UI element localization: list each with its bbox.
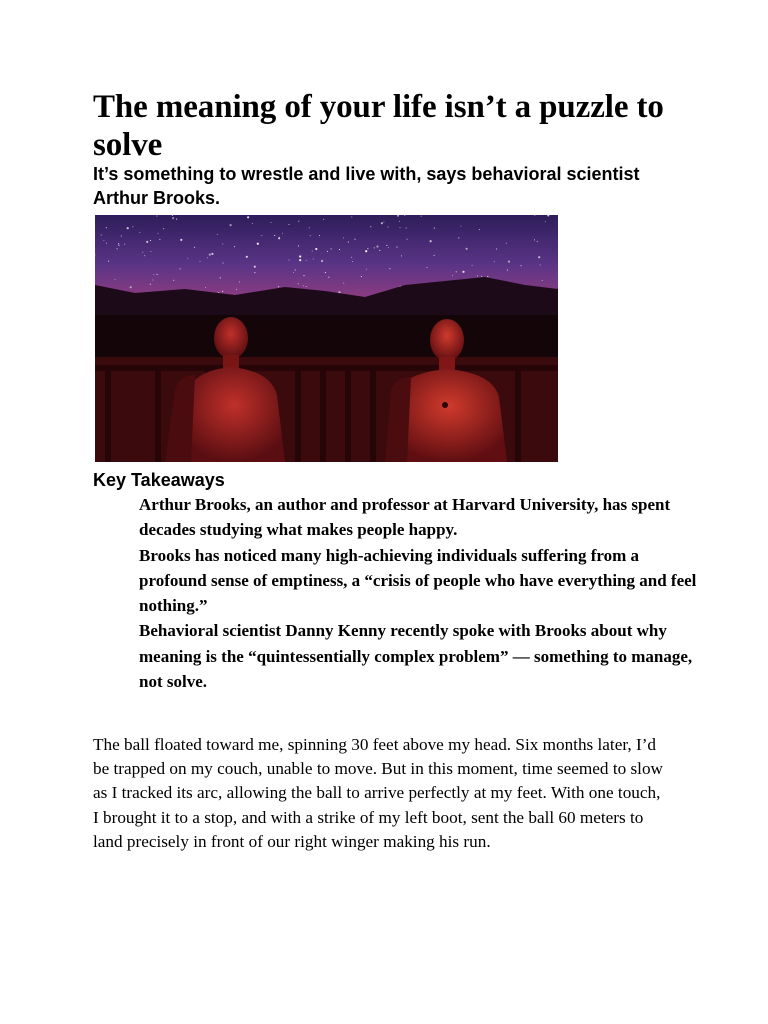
- star: [289, 260, 290, 261]
- star: [156, 215, 157, 216]
- star: [537, 241, 538, 242]
- star: [150, 251, 151, 252]
- star: [396, 247, 397, 248]
- star: [426, 267, 427, 268]
- star: [306, 260, 307, 261]
- star: [319, 235, 320, 236]
- star: [288, 224, 289, 225]
- star: [222, 243, 223, 244]
- takeaway-item: Behavioral scientist Danny Kenny recently spoke with Brooks about why meaning is the “quintessentially complex problem” — something to manage, not solve.: [139, 621, 693, 692]
- star: [506, 243, 507, 244]
- star: [351, 257, 352, 258]
- star: [118, 245, 119, 246]
- star: [299, 259, 301, 261]
- star: [479, 229, 480, 230]
- star: [180, 239, 182, 241]
- star: [352, 261, 353, 262]
- star: [303, 285, 304, 286]
- star: [462, 271, 464, 273]
- star: [466, 248, 468, 250]
- star: [124, 244, 125, 245]
- star: [315, 248, 317, 250]
- star: [172, 217, 174, 219]
- star: [150, 284, 151, 285]
- star: [252, 223, 253, 224]
- star: [257, 243, 259, 245]
- body-paragraph: The ball floated toward me, spinning 30 feet above my head. Six months later, I’d be trapped on my couch, unable to move. But in this moment, time seemed to slow as I tracked its arc, allowing the ball to arrive perfectly at my feet. With one touch, I brought it to a stop, and with a strike of my left boot, sent the ball 60 meters to land precisely in front of our right winger making his run.: [93, 735, 663, 851]
- takeaway-item: Brooks has noticed many high-achieving individuals suffering from a profound sense of emptiness, a “crisis of people who have everything and feel nothing.”: [139, 545, 697, 616]
- star: [494, 261, 495, 262]
- key-takeaways-list: [139, 492, 699, 694]
- star: [323, 219, 324, 220]
- star: [236, 289, 237, 290]
- star: [331, 248, 332, 249]
- star: [278, 286, 279, 287]
- star: [239, 281, 240, 282]
- star: [306, 286, 307, 287]
- star: [152, 279, 153, 280]
- star: [376, 245, 378, 247]
- star: [159, 239, 160, 240]
- star: [366, 269, 367, 270]
- star: [325, 272, 326, 273]
- star: [298, 245, 299, 246]
- star: [222, 291, 223, 292]
- star: [298, 221, 299, 222]
- star: [220, 277, 221, 278]
- star: [194, 247, 195, 248]
- star: [153, 274, 154, 275]
- star: [348, 242, 349, 243]
- star: [388, 247, 389, 248]
- star: [298, 283, 299, 284]
- key-takeaways-heading: Key Takeaways: [93, 470, 225, 490]
- star: [101, 235, 102, 236]
- star: [434, 255, 435, 256]
- star: [173, 280, 174, 281]
- star: [157, 233, 158, 234]
- star: [247, 216, 249, 218]
- star: [327, 251, 328, 252]
- star: [542, 280, 543, 281]
- star: [142, 252, 143, 253]
- star: [381, 222, 383, 224]
- star: [521, 265, 522, 266]
- star: [299, 255, 301, 257]
- star: [144, 255, 145, 256]
- star: [399, 227, 400, 228]
- star: [339, 249, 340, 250]
- star: [472, 265, 473, 266]
- star: [207, 257, 208, 258]
- star: [106, 243, 107, 244]
- star: [150, 240, 151, 241]
- star: [282, 233, 283, 234]
- star: [534, 239, 535, 240]
- star: [230, 224, 232, 226]
- star: [460, 226, 461, 227]
- star: [246, 256, 248, 258]
- star: [387, 226, 388, 227]
- star: [199, 261, 200, 262]
- hero-image: [95, 215, 558, 462]
- star: [399, 221, 400, 222]
- star: [103, 240, 104, 241]
- star: [458, 237, 459, 238]
- star: [540, 264, 541, 265]
- star: [351, 216, 352, 217]
- star: [456, 271, 457, 272]
- star: [108, 261, 109, 262]
- star: [383, 222, 384, 223]
- star: [312, 251, 313, 252]
- takeaway-item: Arthur Brooks, an author and professor at Harvard University, has spent decades studying what makes people happy.: [139, 495, 671, 540]
- star: [365, 250, 367, 252]
- star: [217, 234, 218, 235]
- star: [146, 241, 148, 243]
- star: [545, 221, 546, 222]
- star: [209, 254, 211, 256]
- star: [354, 239, 355, 240]
- star: [434, 228, 435, 229]
- star: [117, 248, 118, 249]
- star: [254, 266, 256, 268]
- star: [310, 235, 311, 236]
- star: [157, 274, 158, 275]
- star: [313, 258, 314, 259]
- star: [295, 269, 296, 270]
- star: [477, 275, 478, 276]
- star: [407, 239, 408, 240]
- star: [261, 235, 262, 236]
- star: [279, 237, 280, 238]
- star: [139, 232, 140, 233]
- star: [309, 227, 310, 228]
- star: [328, 277, 329, 278]
- star: [205, 287, 206, 288]
- star: [234, 246, 235, 247]
- star: [379, 250, 380, 251]
- star: [343, 283, 344, 284]
- star: [343, 237, 344, 238]
- star: [211, 253, 213, 255]
- star: [180, 268, 181, 269]
- star: [176, 219, 177, 220]
- star: [321, 260, 323, 262]
- star: [367, 248, 368, 249]
- star: [130, 286, 132, 288]
- star: [132, 226, 133, 227]
- star: [507, 270, 508, 271]
- star: [187, 258, 188, 259]
- star: [401, 255, 402, 256]
- star: [421, 216, 422, 217]
- star: [361, 276, 362, 277]
- star: [254, 272, 255, 273]
- star: [114, 279, 115, 280]
- star: [274, 235, 275, 236]
- star: [374, 247, 375, 248]
- star: [270, 222, 271, 223]
- star: [452, 275, 453, 276]
- star: [222, 262, 223, 263]
- star: [106, 227, 107, 228]
- star: [121, 236, 122, 237]
- star: [406, 227, 407, 228]
- star: [118, 243, 119, 244]
- night-sky-photo: [95, 215, 558, 462]
- article-title: The meaning of your life isn’t a puzzle to solve: [93, 89, 664, 163]
- star: [163, 228, 164, 229]
- star: [389, 268, 390, 269]
- star: [496, 248, 497, 249]
- star: [127, 227, 129, 229]
- star: [481, 276, 482, 277]
- star: [487, 276, 488, 277]
- star: [370, 226, 371, 227]
- star: [303, 275, 304, 276]
- star: [538, 256, 540, 258]
- article-subtitle: It’s something to wrestle and live with, says behavioral scientist Arthur Brooks.: [93, 164, 640, 208]
- star: [430, 240, 432, 242]
- star: [386, 245, 387, 246]
- star: [293, 272, 294, 273]
- star: [508, 261, 510, 263]
